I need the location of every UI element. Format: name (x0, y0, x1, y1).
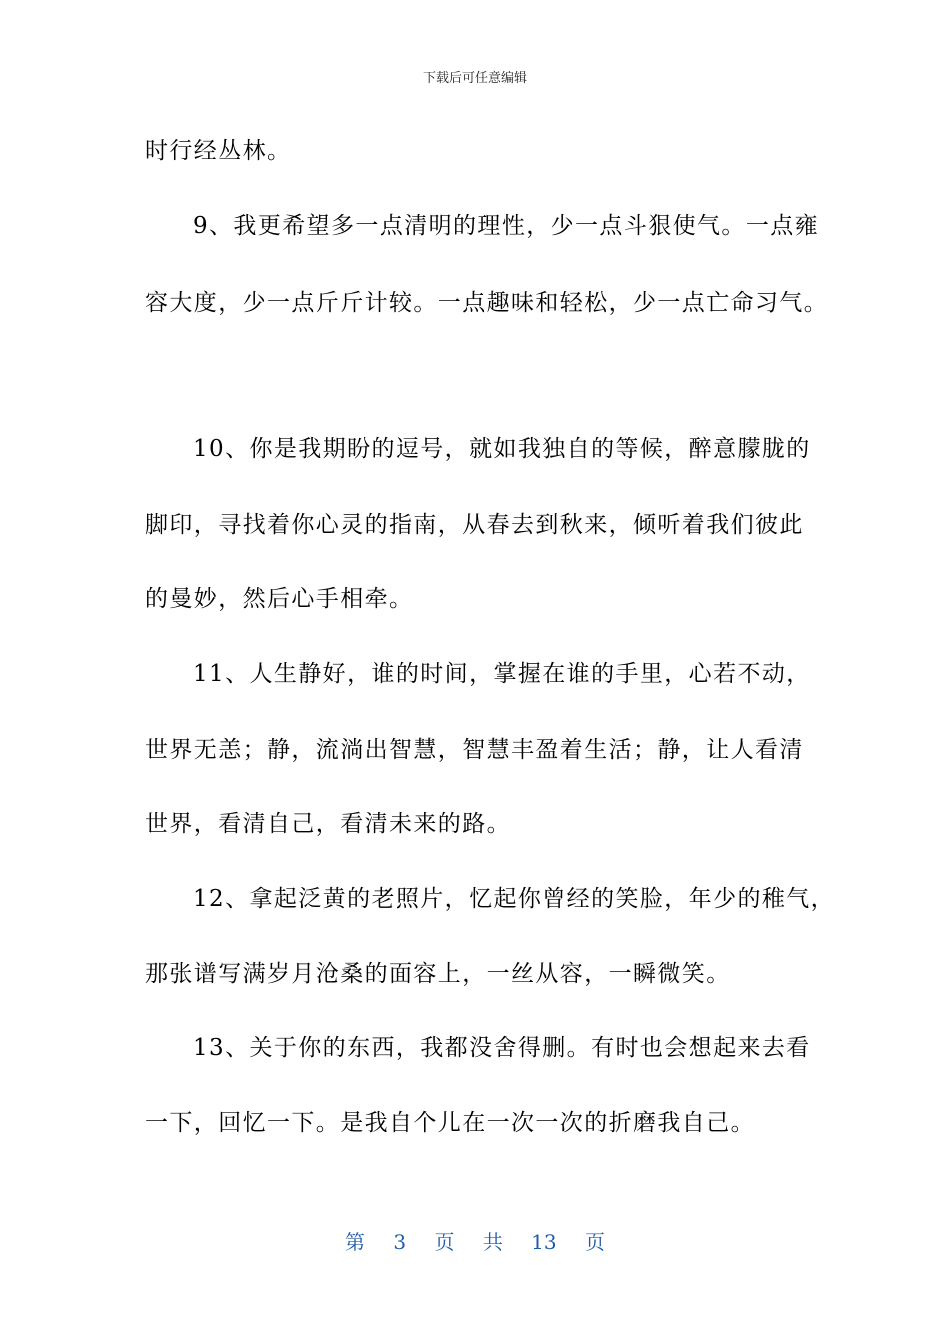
text-line: 12、拿起泛黄的老照片，忆起你曾经的笑脸，年少的稚气， (193, 886, 836, 912)
text-line: 11、人生静好，谁的时间，掌握在谁的手里，心若不动， (193, 661, 811, 687)
text-line: 时行经丛林。 (145, 138, 292, 164)
text-line: 的曼妙，然后心手相牵。 (145, 586, 414, 612)
footer-ye2: 页 (584, 1230, 605, 1254)
text-line: 脚印，寻找着你心灵的指南，从春去到秋来，倾听着我们彼此 (145, 512, 804, 538)
footer-gong: 共 (482, 1230, 503, 1254)
footer-di: 第 (345, 1230, 365, 1254)
text-line: 世界无恙；静，流淌出智慧，智慧丰盈着生活；静，让人看清 (145, 737, 804, 763)
text-line: 容大度，少一点斤斤计较。一点趣味和轻松，少一点亡命习气。 (145, 290, 829, 316)
footer-page-number: 3 (393, 1230, 407, 1254)
text-line: 那张谱写满岁月沧桑的面容上，一丝从容，一瞬微笑。 (145, 961, 731, 987)
page-footer (0, 1226, 950, 1255)
text-line: 13、关于你的东西，我都没舍得删。有时也会想起来去看 (193, 1035, 811, 1061)
text-line: 世界，看清自己，看清未来的路。 (145, 811, 511, 837)
text-line: 9、我更希望多一点清明的理性，少一点斗狠使气。一点雍 (193, 213, 820, 239)
footer-ye: 页 (434, 1230, 455, 1254)
footer-total-pages: 13 (531, 1230, 557, 1254)
text-line: 一下，回忆一下。是我自个儿在一次一次的折磨我自己。 (145, 1110, 755, 1136)
text-line: 10、你是我期盼的逗号，就如我独自的等候，醉意朦胧的 (193, 436, 811, 462)
page-header: 下载后可任意编辑 (422, 71, 527, 86)
